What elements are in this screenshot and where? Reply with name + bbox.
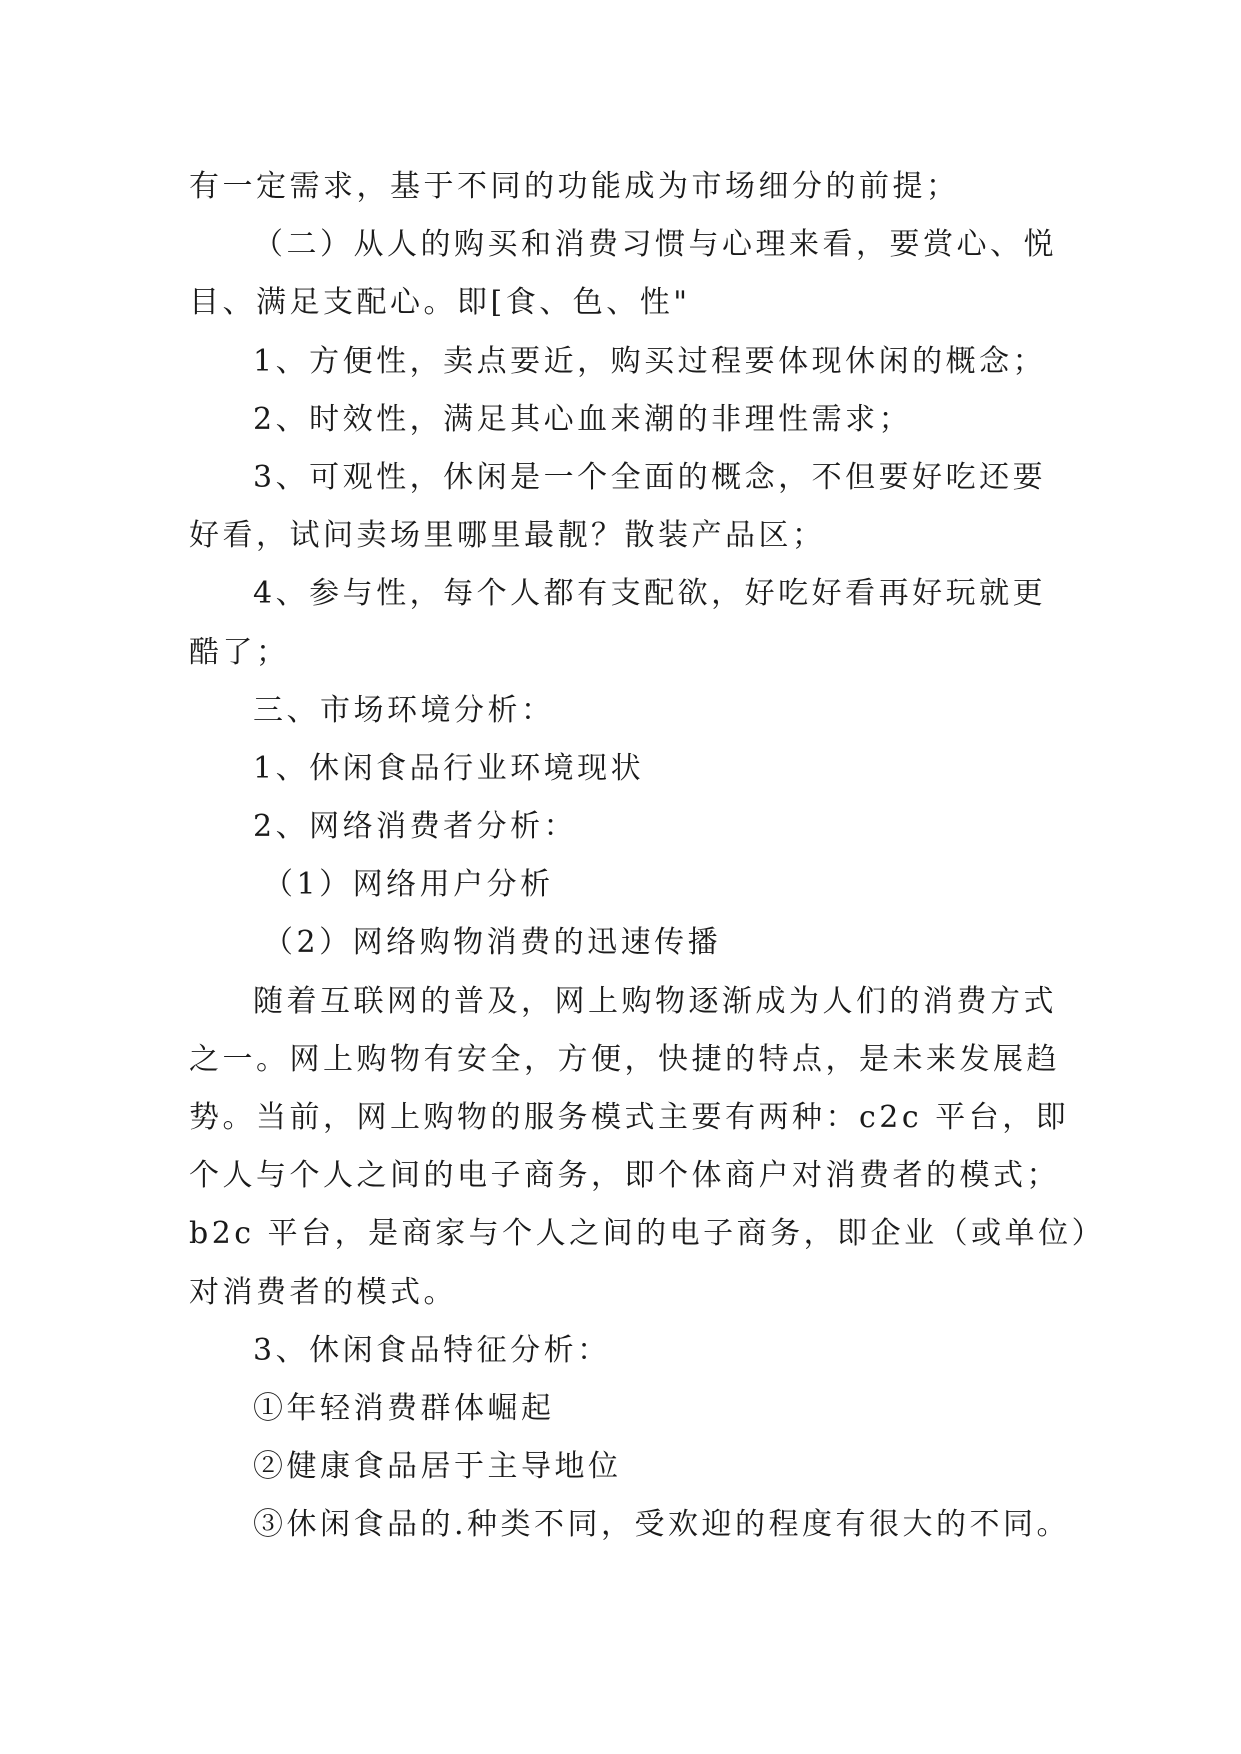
paragraph-line: 个人与个人之间的电子商务，即个体商户对消费者的模式； <box>189 1158 1060 1194</box>
paragraph-line: 目、满足支配心。即[食、色、性" <box>189 285 691 321</box>
paragraph-line: 1、方便性，卖点要近，购买过程要体现休闲的概念； <box>253 343 1047 379</box>
paragraph-line: 2、网络消费者分析： <box>253 809 578 845</box>
paragraph-line: 势。当前，网上购物的服务模式主要有两种：c2c 平台，即 <box>189 1100 1070 1135</box>
paragraph-line: （二）从人的购买和消费习惯与心理来看，要赏心、悦 <box>253 227 1057 263</box>
paragraph-line: 对消费者的模式。 <box>189 1274 457 1310</box>
paragraph-line: ①年轻消费群体崛起 <box>253 1390 555 1426</box>
paragraph-line: （1）网络用户分析 <box>263 867 554 903</box>
paragraph-line: b2c 平台，是商家与个人之间的电子商务，即企业（或单位） <box>189 1216 1106 1252</box>
paragraph-line: ③休闲食品的.种类不同，受欢迎的程度有很大的不同。 <box>253 1507 1071 1543</box>
paragraph-line: 2、时效性，满足其心血来潮的非理性需求； <box>253 401 913 437</box>
paragraph-line: 之一。网上购物有安全，方便，快捷的特点，是未来发展趋 <box>189 1041 1060 1077</box>
section-heading: 三、市场环境分析： <box>253 692 555 728</box>
paragraph-line: 酷了； <box>189 634 290 670</box>
paragraph-line: 随着互联网的普及，网上购物逐渐成为人们的消费方式 <box>253 983 1057 1019</box>
paragraph-line: 3、休闲食品特征分析： <box>253 1332 611 1368</box>
paragraph-line: 3、可观性，休闲是一个全面的概念，不但要好吃还要 <box>253 459 1047 495</box>
paragraph-line: 有一定需求，基于不同的功能成为市场细分的前提； <box>189 169 960 204</box>
paragraph-line: ②健康食品居于主导地位 <box>253 1449 622 1485</box>
document-page <box>189 158 1106 1555</box>
paragraph-line: 好看，试问卖场里哪里最靓？散装产品区； <box>189 518 826 554</box>
paragraph-line: （2）网络购物消费的迅速传播 <box>263 925 722 961</box>
paragraph-line: 1、休闲食品行业环境现状 <box>253 750 645 786</box>
paragraph-line: 4、参与性，每个人都有支配欲，好吃好看再好玩就更 <box>253 576 1047 612</box>
